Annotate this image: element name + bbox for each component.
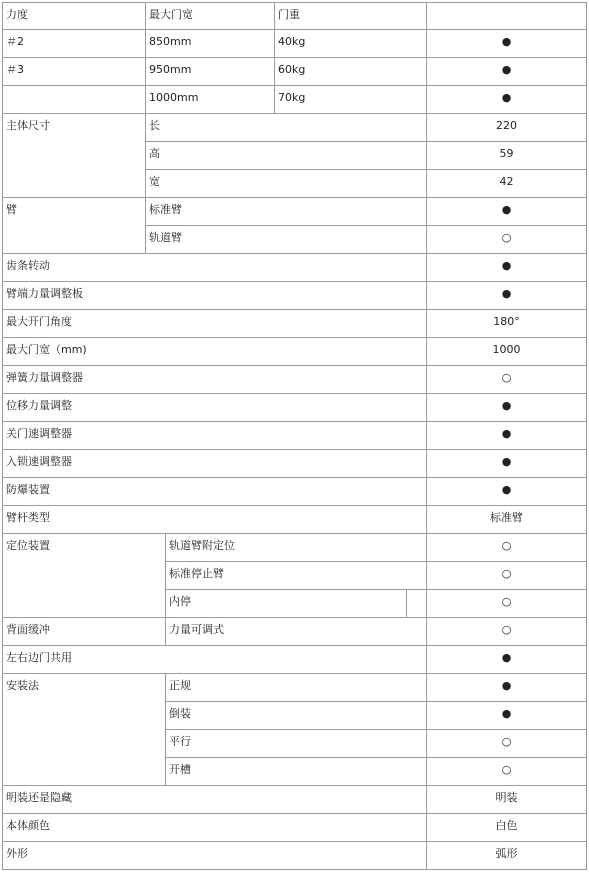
feature-value: ● [426,281,587,310]
mark-cell: ● [426,85,587,114]
header-blank [426,2,587,30]
feature-value: 180° [426,309,587,338]
positioning-mark: ○ [426,561,587,590]
feature-label: 入锁速调整器 [2,449,427,478]
dimension-label: 高 [145,141,427,170]
footer-label: 外形 [2,841,427,870]
positioning-option: 内停 [165,589,407,618]
footer-value: 白色 [426,813,587,842]
feature-value: ● [426,393,587,422]
body-size-label: 主体尺寸 [2,113,146,198]
dimension-label: 长 [145,113,427,142]
positioning-label: 定位装置 [2,533,166,618]
arm-type: 标准臂 [145,197,427,226]
install-mark: ● [426,701,587,730]
dimension-value: 59 [426,141,587,170]
footer-value: 明装 [426,785,587,814]
feature-value: ○ [426,365,587,394]
feature-label: 最大开门角度 [2,309,427,338]
arm-label: 臂 [2,197,146,254]
back-buffer-label: 背面缓冲 [2,617,166,646]
door-weight-cell: 70kg [274,85,427,114]
feature-label: 最大门宽（mm) [2,337,427,366]
max-width-cell: 850mm [145,29,275,58]
dimension-label: 宽 [145,169,427,198]
positioning-mark: ○ [426,533,587,562]
feature-value: ● [426,421,587,450]
max-width-cell: 1000mm [145,85,275,114]
dimension-value: 42 [426,169,587,198]
header-max-width: 最大门宽 [145,2,275,30]
install-method: 正规 [165,673,427,702]
header-force: 力度 [2,2,146,30]
feature-value: ● [426,449,587,478]
shared-door-label: 左右边门共用 [2,645,427,674]
back-buffer-mark: ○ [426,617,587,646]
install-mark: ○ [426,729,587,758]
install-method: 开槽 [165,757,427,786]
feature-label: 弹簧力量调整器 [2,365,427,394]
back-buffer-option: 力量可调式 [165,617,427,646]
arm-type: 轨道臂 [145,225,427,254]
footer-label: 明装还是隐藏 [2,785,427,814]
force-cell: ＃2 [2,29,146,58]
feature-label: 位移力量调整 [2,393,427,422]
feature-value: ● [426,253,587,282]
feature-value: 标准臂 [426,505,587,534]
footer-value: 弧形 [426,841,587,870]
door-weight-cell: 40kg [274,29,427,58]
feature-label: 防爆装置 [2,477,427,506]
door-weight-cell: 60kg [274,57,427,86]
feature-value: ● [426,477,587,506]
positioning-option: 标准停止臂 [165,561,427,590]
install-mark: ● [426,673,587,702]
install-method: 倒装 [165,701,427,730]
mark-cell: ● [426,29,587,58]
feature-label: 齿条转动 [2,253,427,282]
arm-mark: ● [426,197,587,226]
feature-label: 臂端力量调整板 [2,281,427,310]
footer-label: 本体颜色 [2,813,427,842]
force-cell [2,85,146,114]
feature-label: 关门速调整器 [2,421,427,450]
feature-label: 臂杆类型 [2,505,427,534]
positioning-mark: ○ [426,589,587,618]
install-mark: ○ [426,757,587,786]
max-width-cell: 950mm [145,57,275,86]
dimension-value: 220 [426,113,587,142]
install-method: 平行 [165,729,427,758]
header-door-weight: 门重 [274,2,427,30]
force-cell: ＃3 [2,57,146,86]
arm-mark: ○ [426,225,587,254]
feature-value: 1000 [426,337,587,366]
shared-door-value: ● [426,645,587,674]
mark-cell: ● [426,57,587,86]
install-label: 安装法 [2,673,166,786]
positioning-option: 轨道臂附定位 [165,533,427,562]
empty-cell [406,589,427,618]
